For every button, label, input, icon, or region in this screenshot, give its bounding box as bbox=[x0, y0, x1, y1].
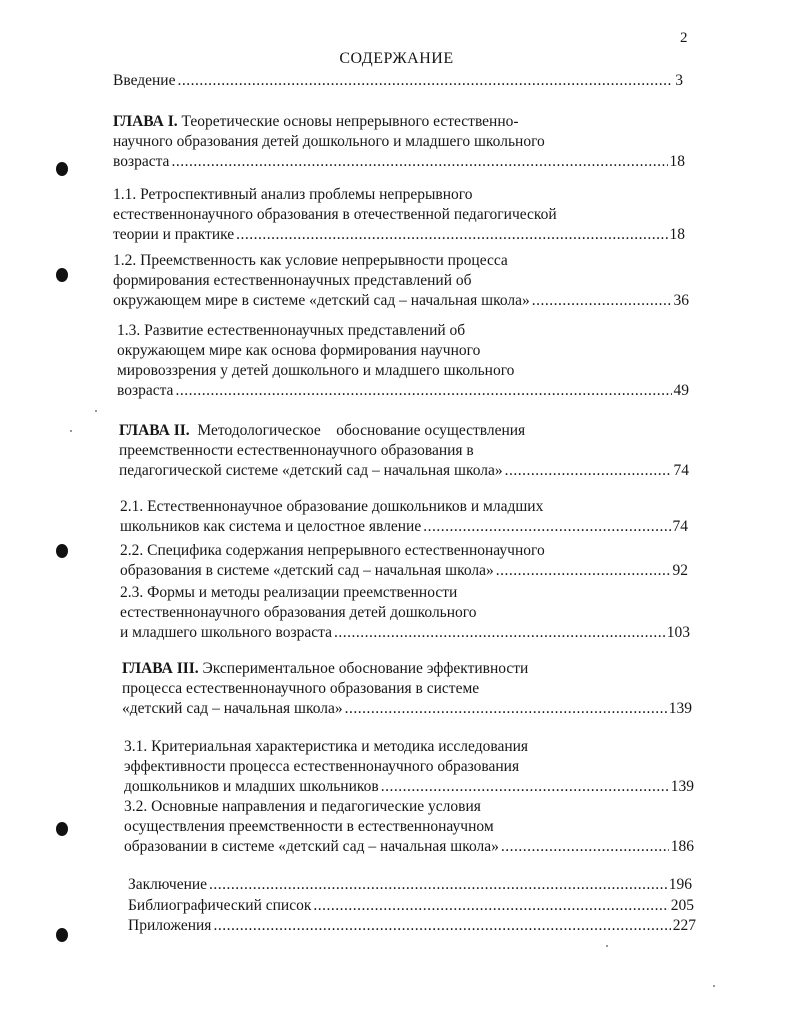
toc-section-2-2-line2[interactable] bbox=[120, 562, 688, 580]
scan-speck bbox=[606, 945, 608, 947]
toc-leader bbox=[175, 382, 671, 400]
toc-label: возраста bbox=[113, 153, 170, 170]
toc-leader bbox=[423, 518, 670, 536]
toc-label: теории и практике bbox=[113, 226, 235, 243]
toc-page: 74 bbox=[673, 462, 689, 479]
toc-chapter-3-line2: процесса естественнонаучного образования в системе bbox=[122, 680, 480, 697]
toc-section-1-2-line2: формирования естественнонаучных представлений об bbox=[113, 272, 472, 289]
toc-section-1-3-line4[interactable] bbox=[117, 382, 689, 400]
toc-section-2-3-line1[interactable]: 2.3. Формы и методы реализации преемственности bbox=[120, 584, 458, 601]
toc-section-1-1-line2: естественнонаучного образования в отечественной педагогической bbox=[113, 206, 557, 223]
toc-label: Библиографический список bbox=[128, 897, 312, 914]
toc-chapter-3-line3[interactable] bbox=[122, 700, 692, 718]
toc-leader bbox=[505, 462, 672, 480]
toc-page: 36 bbox=[673, 292, 689, 309]
toc-leader bbox=[213, 917, 670, 935]
toc-leader bbox=[313, 897, 668, 915]
toc-section-3-2-line3[interactable] bbox=[124, 838, 694, 856]
toc-entry-intro[interactable] bbox=[113, 72, 683, 90]
page-title: СОДЕРЖАНИЕ bbox=[339, 50, 454, 67]
toc-chapter-3-line1[interactable] bbox=[122, 660, 528, 678]
toc-label: педагогической системе «детский сад – начальная школа» bbox=[119, 462, 503, 479]
toc-leader bbox=[209, 876, 667, 894]
toc-section-1-1-line1[interactable]: 1.1. Ретроспективный анализ проблемы непрерывного bbox=[113, 186, 473, 203]
toc-section-3-1-line3[interactable] bbox=[124, 778, 694, 796]
toc-section-2-1-line1[interactable]: 2.1. Естественнонаучное образование дошкольников и младших bbox=[120, 498, 544, 515]
chapter-title-part: Теоретические основы непрерывного естественно- bbox=[181, 113, 519, 130]
scan-speck bbox=[713, 985, 715, 987]
toc-label: и младшего школьного возраста bbox=[120, 624, 332, 641]
toc-page: 18 bbox=[669, 153, 685, 170]
toc-leader bbox=[532, 292, 672, 310]
binder-hole bbox=[56, 162, 68, 176]
toc-chapter-2-line3[interactable] bbox=[119, 462, 689, 480]
toc-section-2-3-line3[interactable] bbox=[120, 624, 690, 642]
toc-label: Введение bbox=[113, 72, 176, 89]
toc-page: 92 bbox=[672, 562, 688, 579]
toc-section-1-3-line1[interactable]: 1.3. Развитие естественнонаучных представлений об bbox=[117, 322, 466, 339]
toc-leader bbox=[345, 700, 667, 718]
chapter-title-part: Методологическое обоснование осуществления bbox=[189, 422, 526, 439]
toc-section-1-2-line1[interactable]: 1.2. Преемственность как условие непрерывности процесса bbox=[113, 252, 508, 269]
toc-page: 139 bbox=[668, 700, 692, 717]
toc-chapter-1-line1[interactable] bbox=[113, 113, 519, 131]
toc-page: 139 bbox=[670, 778, 694, 795]
toc-label: Заключение bbox=[128, 876, 208, 893]
toc-section-1-2-line3[interactable] bbox=[113, 292, 689, 310]
toc-page: 196 bbox=[668, 876, 692, 893]
toc-page: 3 bbox=[675, 72, 683, 89]
toc-chapter-2-line1[interactable] bbox=[119, 422, 525, 440]
scan-speck bbox=[70, 430, 72, 432]
scan-speck bbox=[95, 410, 97, 412]
chapter-label: ГЛАВА III. bbox=[122, 660, 199, 677]
toc-label: дошкольников и младших школьников bbox=[124, 778, 379, 795]
chapter-label: ГЛАВА I. bbox=[113, 113, 178, 130]
toc-section-3-2-line2: осуществления преемственности в естественнонаучном bbox=[124, 818, 494, 835]
toc-page: 74 bbox=[672, 518, 688, 535]
toc-leader bbox=[171, 153, 667, 171]
toc-section-1-1-line3[interactable] bbox=[113, 226, 685, 244]
toc-chapter-1-line2: научного образования детей дошкольного и младшего школьного bbox=[113, 133, 545, 150]
toc-leader bbox=[381, 778, 669, 796]
toc-label: Приложения bbox=[128, 917, 212, 934]
toc-section-3-1-line2: эффективности процесса естественнонаучного образования bbox=[124, 758, 520, 775]
toc-leader bbox=[236, 226, 667, 244]
toc-page: 205 bbox=[670, 897, 694, 914]
chapter-label: ГЛАВА II. bbox=[119, 422, 190, 439]
toc-section-1-3-line3: мировоззрения у детей дошкольного и младшего школьного bbox=[117, 362, 515, 379]
binder-hole bbox=[56, 544, 68, 558]
toc-leader bbox=[334, 624, 665, 642]
toc-section-3-2-line1[interactable]: 3.2. Основные направления и педагогические условия bbox=[124, 798, 481, 815]
toc-label: «детский сад – начальная школа» bbox=[122, 700, 343, 717]
toc-page: 103 bbox=[666, 624, 690, 641]
chapter-title-part: Экспериментальное обоснование эффективности bbox=[202, 660, 529, 677]
toc-entry-bibliography[interactable] bbox=[128, 897, 694, 915]
binder-hole bbox=[56, 268, 68, 282]
page-number: 2 bbox=[680, 30, 688, 46]
binder-hole bbox=[56, 928, 68, 942]
toc-section-2-3-line2: естественнонаучного образования детей дошкольного bbox=[120, 604, 477, 621]
toc-section-3-1-line1[interactable]: 3.1. Критериальная характеристика и методика исследования bbox=[124, 738, 529, 755]
toc-section-2-1-line2[interactable] bbox=[120, 518, 688, 536]
toc-chapter-1-line3[interactable] bbox=[113, 153, 685, 171]
toc-label: окружающем мире в системе «детский сад – начальная школа» bbox=[113, 292, 530, 309]
toc-leader bbox=[501, 838, 669, 856]
toc-entry-conclusion[interactable] bbox=[128, 876, 692, 894]
toc-label: возраста bbox=[117, 382, 174, 399]
toc-label: образовании в системе «детский сад – начальная школа» bbox=[124, 838, 499, 855]
toc-page: 227 bbox=[672, 917, 696, 934]
toc-entry-appendix[interactable] bbox=[128, 917, 696, 935]
toc-label: школьников как система и целостное явление bbox=[120, 518, 422, 535]
toc-label: образования в системе «детский сад – начальная школа» bbox=[120, 562, 494, 579]
toc-leader bbox=[177, 72, 673, 90]
toc-section-2-2-line1[interactable]: 2.2. Специфика содержания непрерывного естественнонаучного bbox=[120, 542, 545, 559]
toc-page: 186 bbox=[670, 838, 694, 855]
toc-page: 49 bbox=[673, 382, 689, 399]
binder-hole bbox=[56, 822, 68, 836]
toc-page: 18 bbox=[669, 226, 685, 243]
toc-chapter-2-line2: преемственности естественнонаучного образования в bbox=[119, 442, 474, 459]
toc-leader bbox=[496, 562, 671, 580]
toc-section-1-3-line2: окружающем мире как основа формирования научного bbox=[117, 342, 481, 359]
